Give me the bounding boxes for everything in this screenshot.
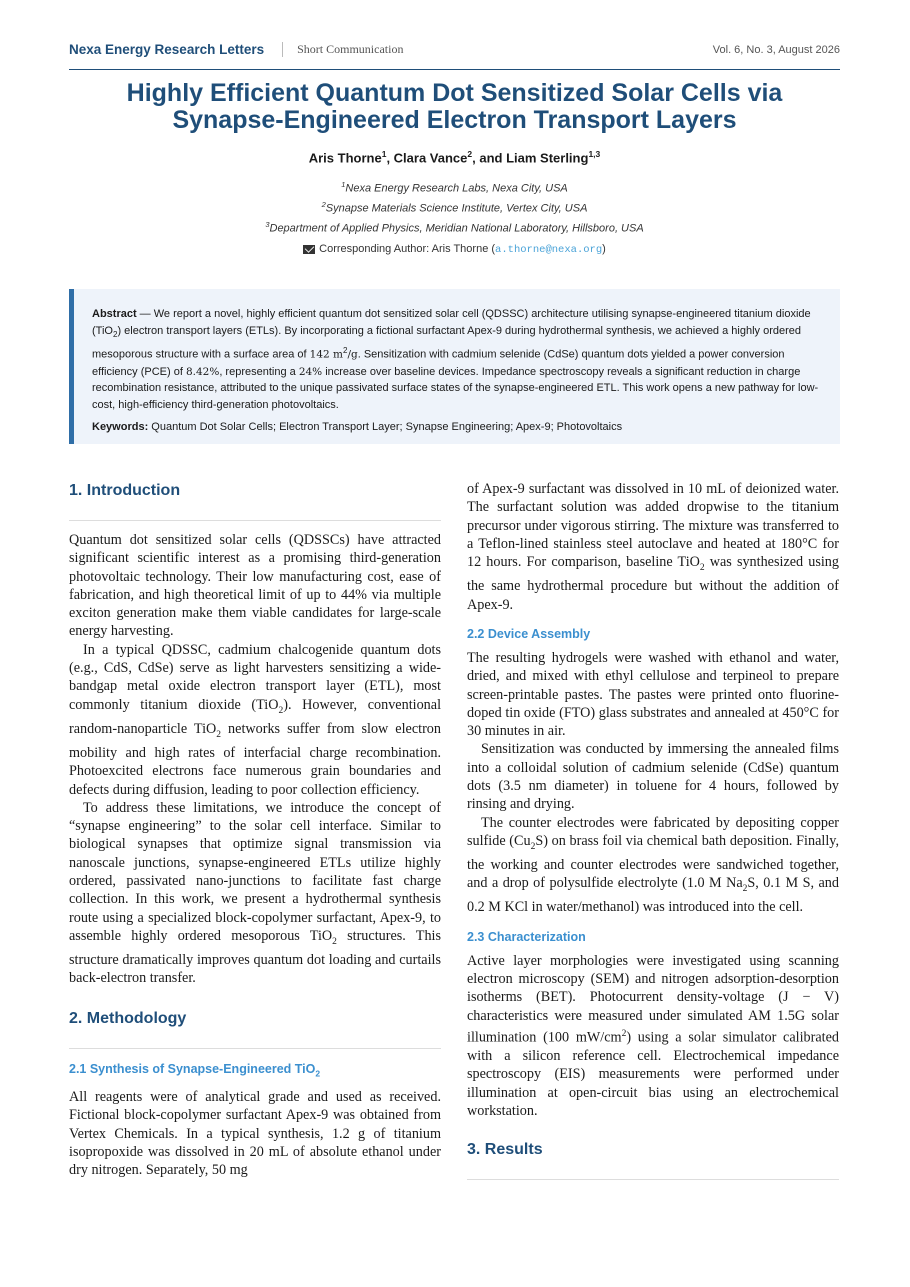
affiliation: $^1$Nexa Energy Research Labs, Nexa City, USA bbox=[341, 180, 568, 195]
subsection-title-characterization: 2.3 Characterization bbox=[467, 929, 586, 944]
paragraph: Sensitization was conducted by immersing the annealed films into a colloidal solution of cadmium selenide (CdSe) quantum dots (3.5 nm diameter) in toluene for 4 hours, followed by rinsing and drying. bbox=[467, 741, 839, 813]
affiliation-list bbox=[69, 177, 840, 237]
article-type: Short Communication bbox=[297, 42, 404, 56]
section-title-introduction: 1. Introduction bbox=[69, 482, 181, 499]
corresponding-author: Corresponding Author: Aris Thorne (a.thorne@nexa.org) bbox=[69, 243, 840, 256]
affiliation: $^3$Department of Applied Physics, Meridian National Laboratory, Hillsboro, USA bbox=[265, 220, 644, 235]
subsection-title-synthesis: 2.1 Synthesis of Synapse-Engineered TiO$_2$ bbox=[69, 1061, 321, 1079]
header-divider bbox=[282, 42, 283, 57]
paragraph: Quantum dot sensitized solar cells (QDSSCs) have attracted significant scientific interest as a promising third-generation photovoltaic technology. Their low manufacturing cost, ease of fabrication, and high theoretical limit of up to 44% via multiple exciton generation make them viable candidates for large-scale energy harvesting. bbox=[69, 532, 441, 640]
paragraph: of Apex-9 surfactant was dissolved in 10 mL of deionized water. The surfactant solution was added dropwise to the titanium precursor under vigorous stirring. The mixture was transferred to a Teflon-lined stainless steel autoclave and heated at 180°C for 12 hours. For comparison, baseline TiO$_2$ was synthesized using the same hydrothermal procedure but without the addition of Apex-9. bbox=[467, 481, 839, 613]
corresponding-label: Corresponding Author: Aris Thorne ( bbox=[319, 243, 496, 255]
abstract-text: Abstract — We report a novel, highly efficient quantum dot sensitized solar cell (QDSSC) architecture utilising synapse-engineered titanium dioxide (TiO$_2$) electron transport layers (ETLs). By incorporating a fictional surfactant Apex-9 during hydrothermal synthesis, we achieved a highly ordered mesoporous structure with a surface area of 142 $m^2/g$. Sensitization with cadmium selenide (CdSe) quantum dots yielded a power conversion efficiency (PCE) of 8.42%, representing a 24% increase over baseline devices. Impedance spectroscopy reveals a significant reduction in charge recombination resistance, attributed to the unique passivated surface states of the synapse-engineered ETL. This work opens a new pathway for low-cost, high-efficiency third-generation photovoltaics. bbox=[92, 308, 819, 411]
journal-name: Nexa Energy Research Letters bbox=[69, 42, 265, 57]
corresponding-email-link[interactable]: a.thorne@nexa.org bbox=[495, 244, 603, 256]
paper-page bbox=[69, 0, 840, 1287]
section-rule bbox=[467, 1179, 839, 1180]
section-title-methodology: 2. Methodology bbox=[69, 1009, 187, 1027]
right-column bbox=[467, 480, 839, 1180]
paragraph: Active layer morphologies were investigated using scanning electron microscopy (SEM) and nitrogen adsorption-desorption isotherms (BET). Photocurrent density-voltage (J − V) characteristics were measured under simulated AM 1.5G solar illumination (100 $mW/cm^2$) using a solar simulator calibrated with a silicon reference cell. Electrochemical impedance spectroscopy (EIS) measurements were performed under illumination at open-circuit bias using an electrochemical workstation. bbox=[467, 952, 839, 1119]
envelope-icon bbox=[303, 245, 315, 254]
affiliation: $^2$Synapse Materials Science Institute, Vertex City, USA bbox=[321, 200, 588, 215]
left-column bbox=[69, 480, 441, 1180]
author-affil-sup: 2 bbox=[467, 149, 473, 159]
author-name: Aris Thorne bbox=[308, 150, 382, 166]
abstract-box bbox=[69, 289, 840, 444]
paragraph: The resulting hydrogels were washed with ethanol and water, dried, and mixed with ethyl cellulose and terpineol to prepare screen-printable pastes. The pastes were printed onto fluorine-doped tin oxide (FTO) glass substrates and annealed at 450°C for 30 minutes in air. bbox=[467, 649, 839, 740]
author-affil-sup: 1 bbox=[381, 149, 387, 159]
paragraph: In a typical QDSSC, cadmium chalcogenide quantum dots (e.g., CdS, CdSe) serve as light harvesters sensitizing a wide-bandgap metal oxide electron transport layer (ETL), most commonly titanium dioxide (TiO$_2$). However, conventional random-nanoparticle TiO$_2$ networks suffer from slow electron mobility and high rates of interfacial charge recombination. Photoexcited electrons face numerous grain boundaries and defects during diffusion, leading to poor collection efficiency. bbox=[69, 641, 442, 798]
section-rule bbox=[69, 1048, 441, 1049]
title-line-2: Synapse-Engineered Electron Transport Layers bbox=[172, 106, 737, 134]
section-title-results: 3. Results bbox=[467, 1141, 543, 1159]
keywords-label: Keywords: bbox=[92, 421, 149, 434]
keywords: Keywords: Quantum Dot Solar Cells; Electron Transport Layer; Synapse Engineering; Apex-9; Photovoltaics bbox=[92, 421, 623, 434]
author-name: Clara Vance bbox=[393, 150, 468, 166]
volume-info: Vol. 6, No. 3, August 2026 bbox=[712, 43, 840, 56]
title-line-1: Highly Efficient Quantum Dot Sensitized Solar Cells via bbox=[126, 79, 783, 107]
paragraph: The counter electrodes were fabricated by depositing copper sulfide $(Cu_2S)$ on brass foil via chemical bath deposition. Finally, the working and counter electrodes were sandwiched together, and a drop of polysulfide electrolyte (1.0 M $Na_2S$, 0.1 M S, and 0.2 M KCl in water/methanol) was introduced into the cell. bbox=[467, 814, 839, 916]
paragraph: To address these limitations, we introduce the concept of “synapse engineering” to the solar cell interface. Similar to biological synapses that optimize signal transmission via nanoscale junctions, synapse-engineered ETLs utilize highly ordered, passivated nano-junctions to facilitate fast charge collection. In this work, we present a hydrothermal synthesis route using a specialized block-copolymer surfactant, Apex-9, to assemble highly ordered mesoporous TiO$_2$ structures. This structure dramatically improves quantum dot loading and curtails back-electron transfer. bbox=[69, 799, 441, 987]
author-list bbox=[69, 149, 840, 165]
paper-title bbox=[69, 80, 840, 134]
author-affil-sup: 1,3 bbox=[588, 149, 601, 159]
paragraph: All reagents were of analytical grade and used as received. Fictional block-copolymer surfactant Apex-9 was obtained from Vertex Chemicals. In a typical synthesis, 1.2 g of titanium isopropoxide was dissolved in 20 mL of absolute ethanol under dry nitrogen. Separately, 50 mg bbox=[69, 1089, 441, 1179]
abstract-label: Abstract bbox=[92, 308, 137, 320]
journal-header bbox=[69, 40, 840, 59]
subsection-title-device-assembly: 2.2 Device Assembly bbox=[467, 626, 591, 641]
author-separator: , bbox=[386, 150, 394, 166]
author-separator: , and bbox=[472, 150, 507, 166]
section-rule bbox=[69, 520, 441, 521]
header-rule bbox=[69, 69, 840, 70]
author-name: Liam Sterling bbox=[506, 150, 589, 166]
